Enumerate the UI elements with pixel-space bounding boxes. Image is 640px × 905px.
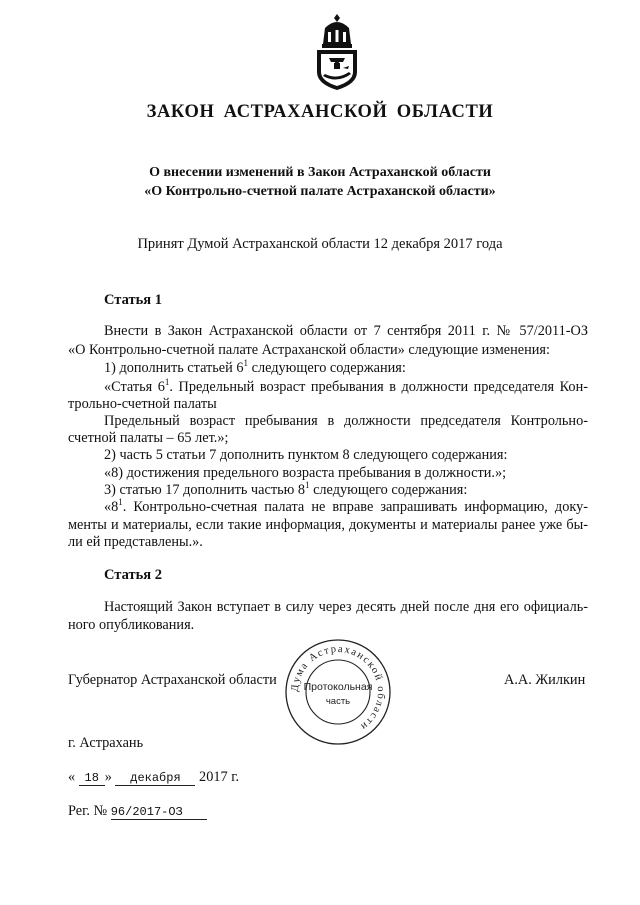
law-subtitle-line-2: «О Контрольно-счетной палате Астраханской области» <box>144 184 496 199</box>
law-subtitle-line-1: О внесении изменений в Закон Астраханской области <box>149 165 491 180</box>
article-2-heading: Статья 2 <box>104 567 162 583</box>
article-1-intro-line-1: Внести в Закон Астраханской области от 7 сентября 2011 г. № 57/2011-ОЗ <box>104 323 588 339</box>
adoption-date: Принят Думой Астраханской области 12 декабря 2017 года <box>137 236 503 252</box>
governor-name: А.А. Жилкин <box>504 672 586 688</box>
superscript: 1 <box>305 480 310 490</box>
date-day: 18 <box>79 772 105 786</box>
quote-text: . Предельный возраст пребывания в должности председателя Кон- <box>169 379 588 395</box>
amendment-item-1-text: 1) дополнить статьей 6 <box>104 360 244 376</box>
quote-prefix: «8 <box>104 499 119 515</box>
superscript: 1 <box>243 358 249 368</box>
governor-title: Губернатор Астраханской области <box>68 672 277 688</box>
age-limit-line-1: Предельный возраст пребывания в должности председателя Контрольно- <box>104 413 588 429</box>
date-year: 2017 г. <box>199 769 240 785</box>
superscript: 1 <box>164 377 170 387</box>
place-of-signing: г. Астрахань <box>68 735 144 751</box>
new-part-8-1-line-1 <box>104 497 588 515</box>
official-stamp <box>284 638 392 746</box>
article-1-heading: Статья 1 <box>104 292 162 308</box>
date-close-quote: » <box>104 769 112 785</box>
registration-value: 96/2017-ОЗ <box>111 806 207 820</box>
amendment-item-2: 2) часть 5 статьи 7 дополнить пунктом 8 следующего содержания: <box>104 447 508 463</box>
registration-label: Рег. № <box>68 803 108 819</box>
amendment-item-2-quote: «8) достижения предельного возраста пребывания в должности.»; <box>104 465 507 481</box>
article-2-text-line-1: Настоящий Закон вступает в силу через десять дней после дня его официаль- <box>104 599 588 615</box>
age-limit-line-2: счетной палаты – 65 лет.»; <box>68 430 229 446</box>
stamp-center-line-1: Протокольная <box>303 681 373 693</box>
new-part-8-1-line-3: ли ей представлены.». <box>68 534 203 550</box>
quote-prefix: «Статья 6 <box>104 379 165 395</box>
article-2-text-line-2: ного опубликования. <box>68 617 195 633</box>
amendment-item-3-suffix: следующего содержания: <box>309 482 468 498</box>
quote-text: . Контрольно-счетная палата не вправе запрашивать информацию, доку- <box>122 499 588 515</box>
amendment-item-1-suffix: следующего содержания: <box>248 360 406 376</box>
stamp-ring-text: Дума Астраханской области <box>289 643 387 733</box>
date-open-quote: « <box>68 769 76 785</box>
amendment-item-1 <box>104 358 406 376</box>
article-1-intro-line-2: «О Контрольно-счетной палате Астраханской области» следующие изменения: <box>68 342 550 358</box>
new-article-6-1-heading <box>104 377 588 395</box>
signing-date <box>68 770 239 786</box>
registration-number <box>68 804 207 820</box>
new-article-6-1-heading-line-2: трольно-счетной палаты <box>68 396 217 412</box>
amendment-item-3 <box>104 480 468 498</box>
amendment-item-3-text: 3) статью 17 дополнить частью 8 <box>104 482 305 498</box>
new-part-8-1-line-2: менты и материалы, если такие информация, документы и материалы ранее уже бы- <box>68 517 588 533</box>
stamp-center-line-2: часть <box>325 696 351 707</box>
coat-of-arms-icon <box>313 14 361 92</box>
law-title: ЗАКОН АСТРАХАНСКОЙ ОБЛАСТИ <box>146 102 494 122</box>
superscript: 1 <box>118 497 123 507</box>
date-month: декабря <box>115 772 195 786</box>
